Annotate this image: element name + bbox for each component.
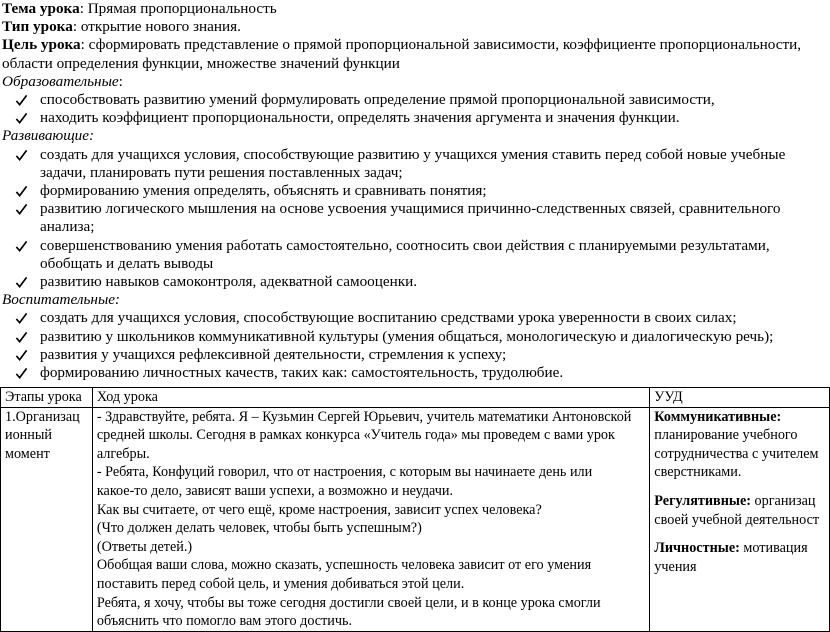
uud-cell: Коммуникативные: планирование учебного сотрудничества с учителем сверстниками. Регулятивные: организац своей учебной деятельност Личностные: мотивация учения [650,407,830,631]
communicative-label: Коммуникативные: [654,408,782,425]
personal-line: Личностные: мотивация [654,540,808,557]
developing-list [2,146,814,292]
type-label: Тип урока [2,18,73,36]
topic-label: Тема урока [2,0,80,17]
type-line [2,18,814,36]
check-icon [15,94,28,107]
regulative-line: Регулятивные: организац [654,492,816,509]
list-item: находить коэффициент пропорциональности, определять значения аргумента и значения функции. [2,109,814,127]
list-item: развитию у школьников коммуникативной культуры (умения общаться, монологическую и диалогическую речь); [2,328,814,346]
list-item: создать для учащихся условия, способствующие развитию у учащихся умения ставить перед собой новые учебные задачи, планировать пути решения поставленных задач; [2,146,814,182]
check-icon [15,185,28,198]
upbringing-list [2,309,814,382]
check-icon [15,240,28,253]
progress-cell: - Здравствуйте, ребята. Я – Кузьмин Сергей Юрьевич, учитель математики Антоновской средней школы. Сегодня в рамках конкурса «Учитель года» мы проведем с вами урок алгебры. - Ребята, Конфуций говорил, что от настроения, с которым вы начинаете день или какое-то дело, зависят ваши успехи, а возможно и неудачи. Как вы считаете, от чего ещё, кроме настроения, зависит успех человека? (Что должен делать человек, чтобы быть успешным?) (Ответы детей.) Обобщая ваши слова, можно сказать, успешность человека зависит от его умения поставить перед собой цель, и умения добиваться этой цели. Ребята, я хочу, чтобы вы тоже сегодня достигли своей цели, и в конце урока смогли объяснить что помогло вам этого достичь. [92,407,649,631]
topic-line [2,0,814,18]
check-icon [15,203,28,216]
educational-list [2,91,814,127]
check-icon [15,367,28,380]
list-item: развитию логического мышления на основе усвоения учащимися причинно-следственных связей, сравнительного анализа; [2,200,814,236]
check-icon [15,312,28,325]
check-icon [15,349,28,362]
header-stages: Этапы урока [1,388,93,408]
list-item: развития у учащихся рефлексивной деятельности, стремления к успеху; [2,346,814,364]
check-icon [15,149,28,162]
upbringing-heading: Воспитательные: [2,291,121,309]
type-value: : открытие нового знания. [72,18,241,36]
goal-line-2: области определения функции, множестве значений функции [2,54,400,72]
lesson-table [0,387,830,632]
check-icon [15,112,28,125]
lesson-header [2,0,814,382]
list-item: формированию умения определять, объяснять и сравнивать понятия; [2,182,814,200]
header-uud: УУД [650,388,830,408]
list-item: формированию личностных качеств, таких как: самостоятельность, трудолюбие. [2,364,814,382]
table-row [1,407,830,631]
check-icon [15,276,28,289]
header-progress: Ход урока [92,388,649,408]
topic-value: : Прямая пропорциональность [79,0,277,17]
list-item: совершенствованию умения работать самостоятельно, соотносить свои действия с планируемыми результатами, обобщать и делать выводы [2,237,814,273]
stage-cell: 1.Организац ионный момент [1,407,93,631]
educational-heading: Образовательные: [2,72,123,90]
goal-line [2,36,814,54]
list-item: создать для учащихся условия, способствующие воспитанию средствами урока уверенности в своих силах; [2,309,814,327]
goal-value: : сформировать представление о прямой пропорциональной зависимости, коэффициенте пропорциональности, [80,36,802,54]
list-item: развитию навыков самоконтроля, адекватной самооценки. [2,273,814,291]
check-icon [15,331,28,344]
list-item: способствовать развитию умений формулировать определение прямой пропорциональной зависимости, [2,91,814,109]
developing-heading: Развивающие: [2,127,95,145]
table-header-row [1,388,830,408]
goal-label: Цель урока [2,36,81,54]
